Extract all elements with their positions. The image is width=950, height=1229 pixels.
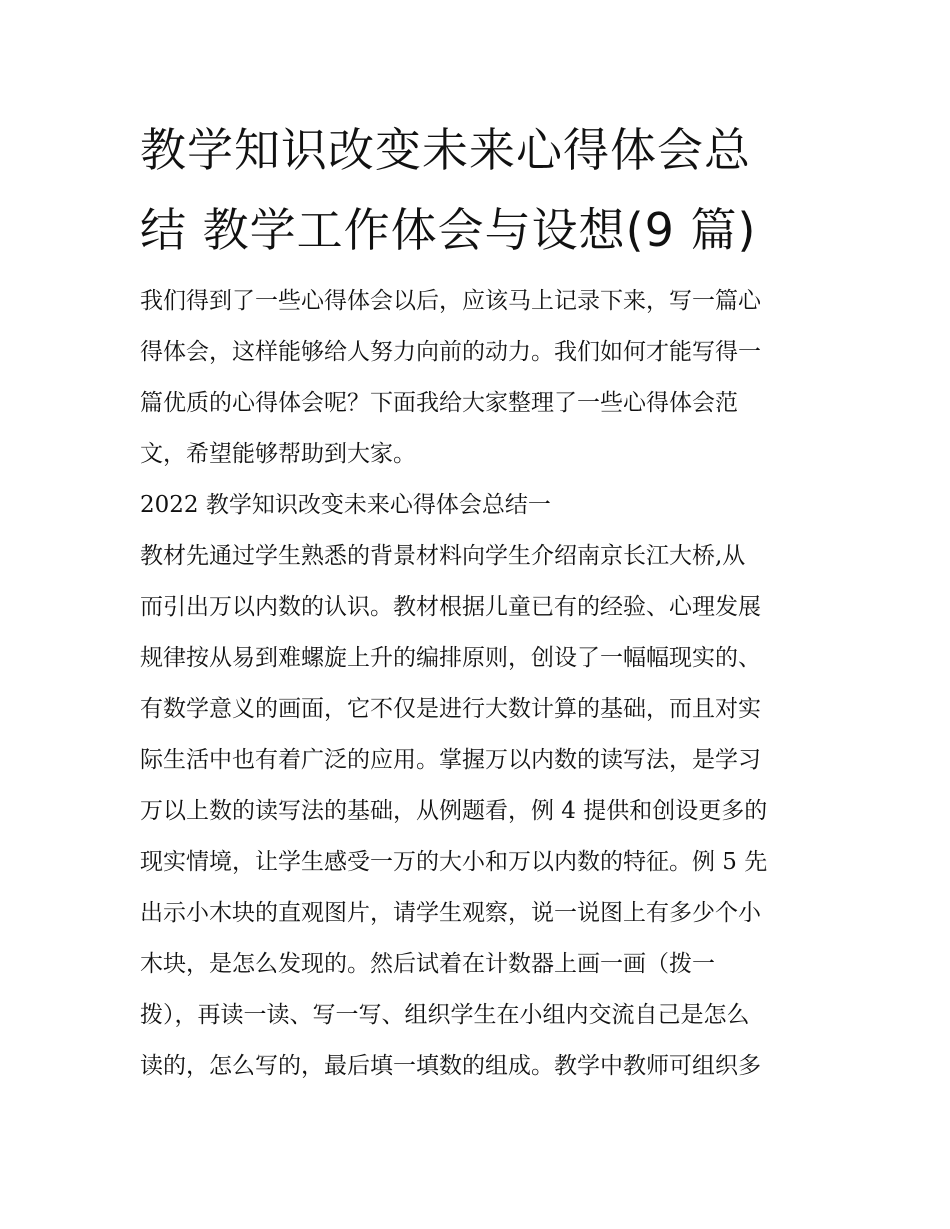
document-title — [140, 110, 820, 270]
body-line: 出示小木块的直观图片，请学生观察，说一说图上有多少个小 — [140, 900, 761, 926]
body-line: 规律按从易到难螺旋上升的编排原则，创设了一幅幅现实的、 — [140, 645, 761, 671]
body-line: 际生活中也有着广泛的应用。掌握万以内数的读写法，是学习 — [140, 747, 761, 773]
body-line: 读的，怎么写的，最后填一填数的组成。教学中教师可组织多 — [140, 1053, 761, 1079]
body-line: 拨），再读一读、写一写、组织学生在小组内交流自己是怎么 — [140, 1002, 750, 1028]
body-line: 教材先通过学生熟悉的背景材料向学生介绍南京长江大桥,从 — [140, 543, 746, 569]
body-line: 木块，是怎么发现的。然后试着在计数器上画一画（拨一 — [140, 951, 715, 977]
intro-line: 我们得到了一些心得体会以后，应该马上记录下来，写一篇心 — [140, 288, 761, 314]
body-line: 有数学意义的画面，它不仅是进行大数计算的基础，而且对实 — [140, 696, 761, 722]
intro-line: 篇优质的心得体会呢？下面我给大家整理了一些心得体会范 — [140, 390, 738, 416]
document-page — [140, 110, 820, 1092]
intro-line: 文，希望能够帮助到大家。 — [140, 441, 416, 467]
intro-paragraph — [140, 276, 820, 480]
section-heading: 2022 教学知识改变未来心得体会总结一 — [140, 492, 551, 518]
intro-line: 得体会，这样能够给人努力向前的动力。我们如何才能写得一 — [140, 339, 761, 365]
title-line: 教学知识改变未来心得体会总 — [140, 123, 751, 177]
body-line: 万以上数的读写法的基础，从例题看，例 4 提供和创设更多的 — [140, 798, 768, 824]
title-line: 结 教学工作体会与设想(9 篇) — [140, 203, 757, 257]
body-paragraph — [140, 531, 820, 1092]
body-line: 而引出万以内数的认识。教材根据儿童已有的经验、心理发展 — [140, 594, 761, 620]
body-line: 现实情境，让学生感受一万的大小和万以内数的特征。例 5 先 — [140, 849, 768, 875]
